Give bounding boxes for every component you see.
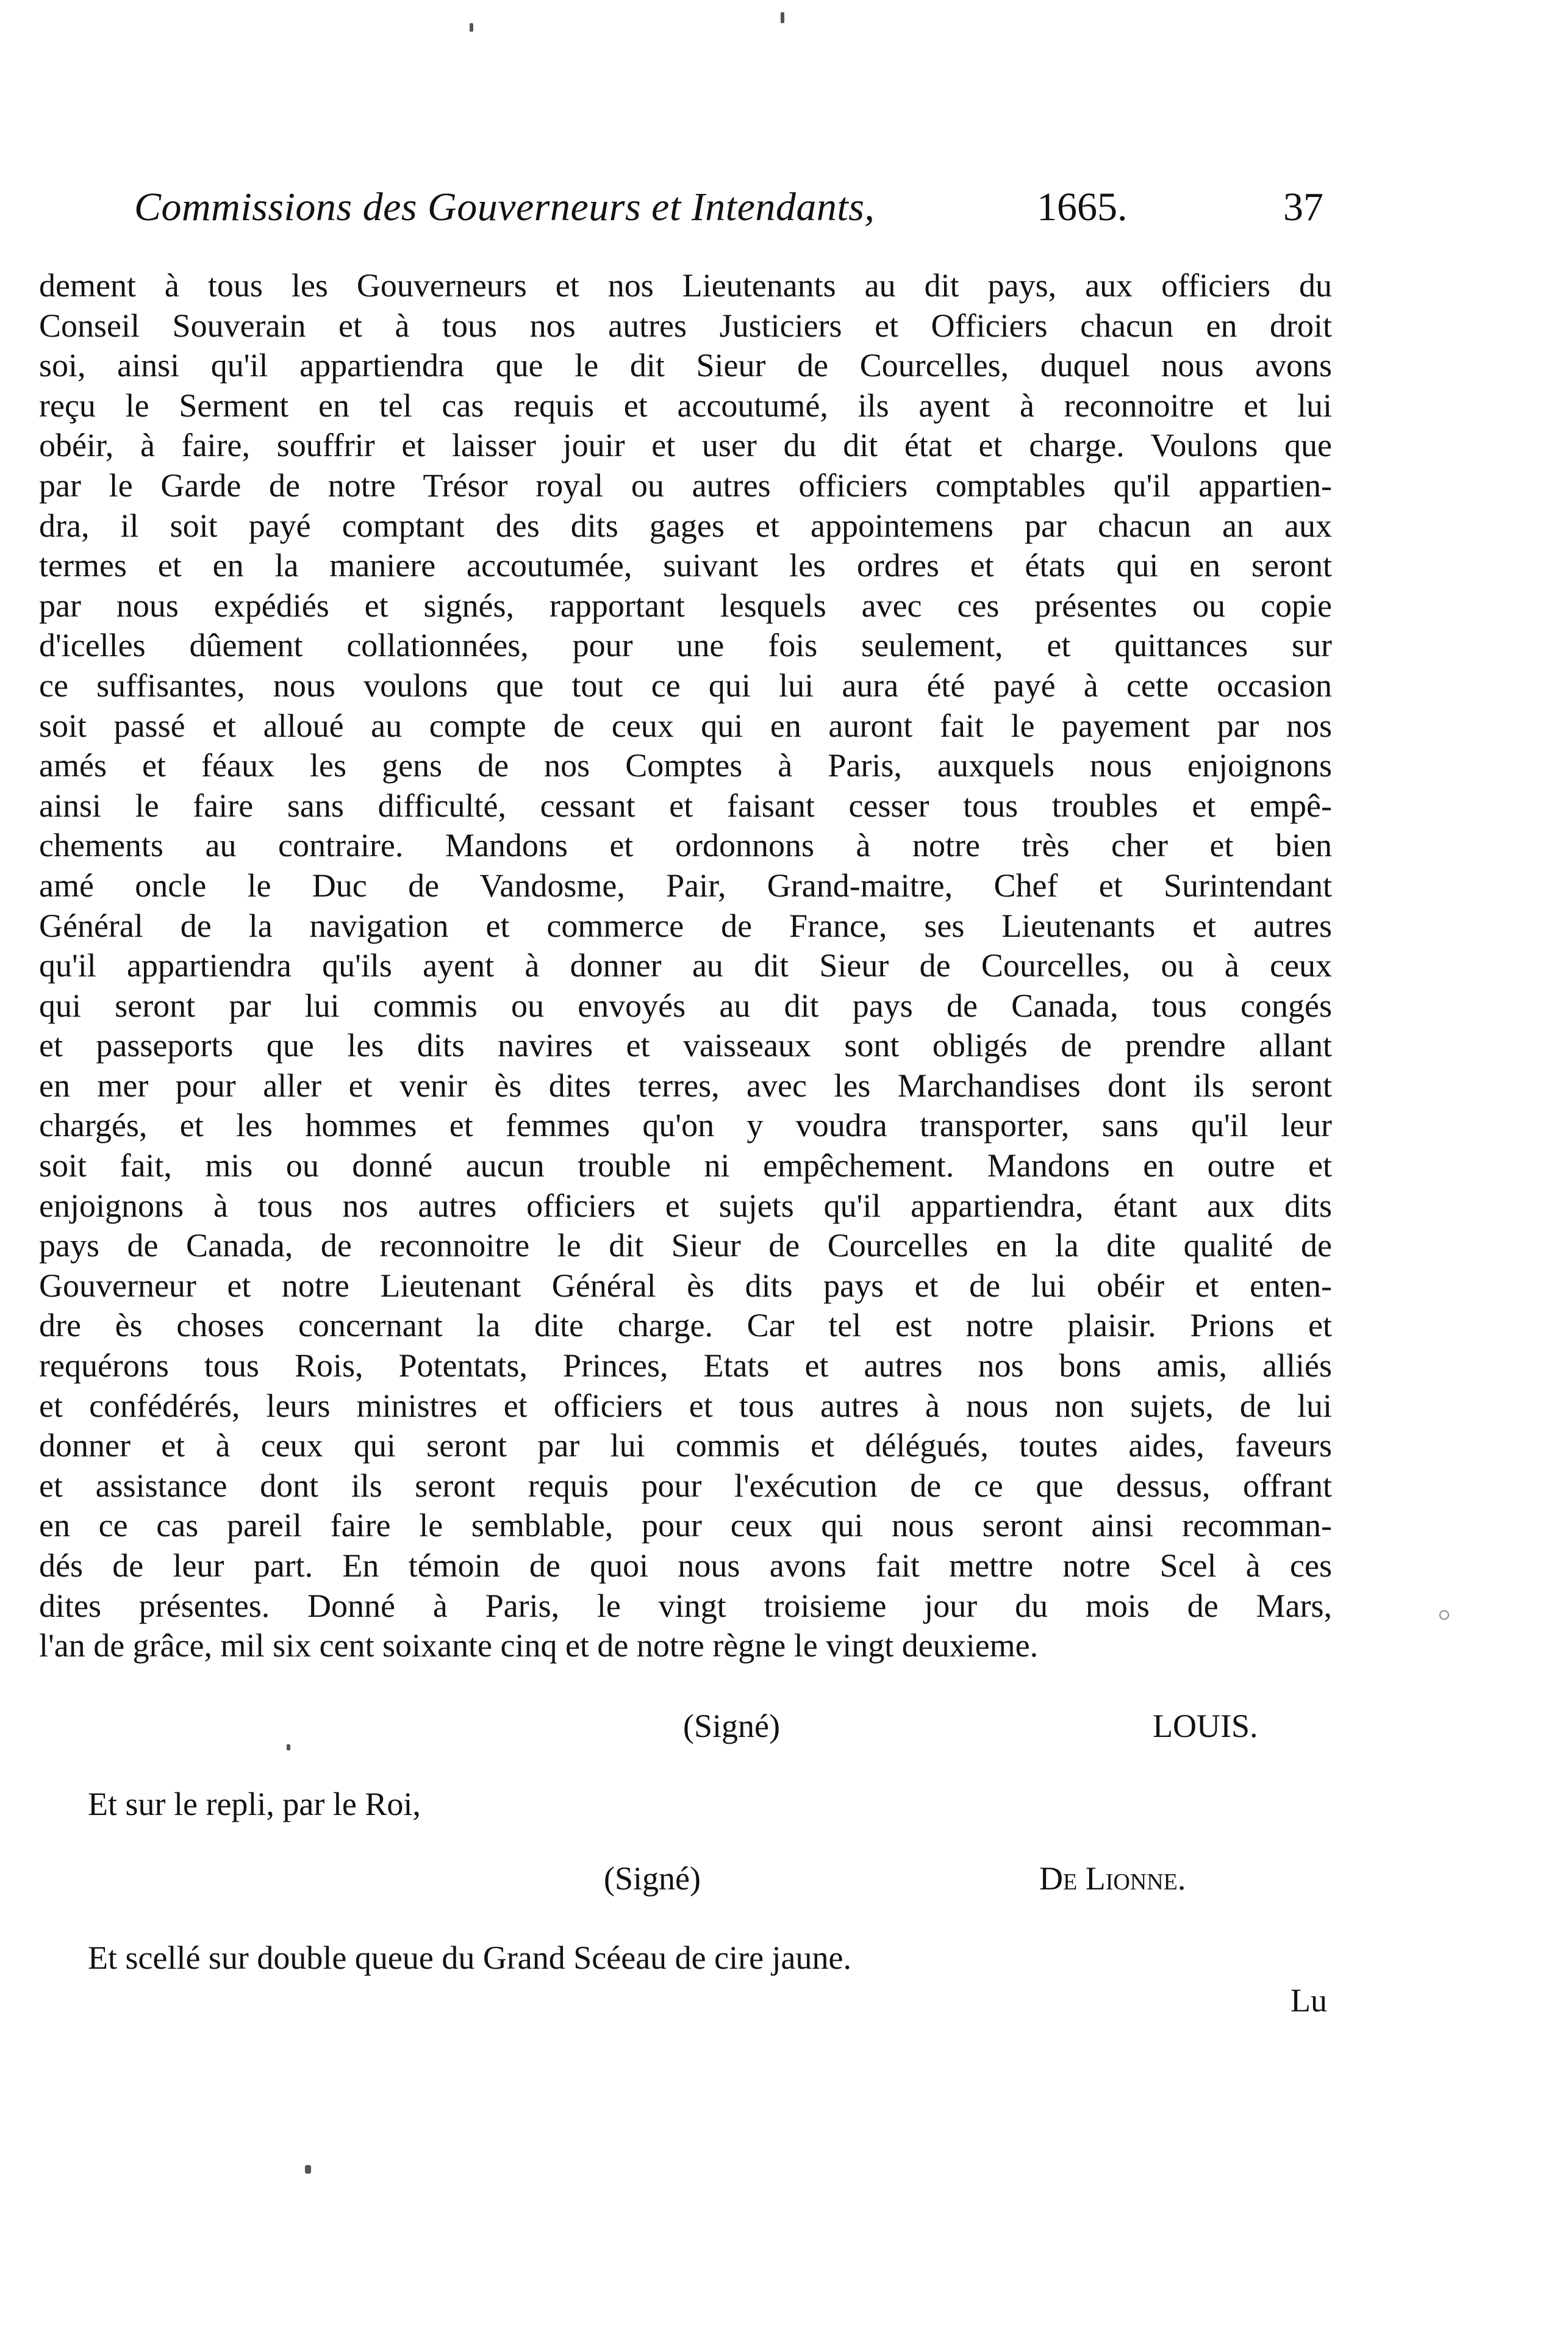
text-line: soit fait, mis ou donné aucun trouble ni empêchement. Mandons en outre et [39,1147,1332,1184]
text-line: et confédérés, leurs ministres et officiers et tous autres à nous non sujets, de lui [39,1387,1332,1424]
ink-speck [1439,1610,1449,1620]
text-line: pays de Canada, de reconnoitre le dit Sieur de Courcelles en la dite qualité de [39,1227,1332,1264]
text-line: en mer pour aller et venir ès dites terres, avec les Marchandises dont ils seront [39,1067,1332,1104]
text-line: chargés, et les hommes et femmes qu'on y voudra transporter, sans qu'il leur [39,1107,1332,1144]
text-line: par le Garde de notre Trésor royal ou autres officiers comptables qu'il appartien- [39,467,1332,504]
catchword: Lu [1291,1982,1327,2019]
text-line: amés et féaux les gens de nos Comptes à Paris, auxquels nous enjoignons [39,747,1332,784]
text-line: dés de leur part. En témoin de quoi nous avons fait mettre notre Scel à ces [39,1547,1332,1584]
text-line: qui seront par lui commis ou envoyés au dit pays de Canada, tous congés [39,987,1332,1024]
text-line: dement à tous les Gouverneurs et nos Lieutenants au dit pays, aux officiers du [39,267,1332,304]
ink-speck [781,12,784,23]
text-line: Conseil Souverain et à tous nos autres Justiciers et Officiers chacun en droit [39,307,1332,344]
text-line: par nous expédiés et signés, rapportant lesquels avec ces présentes ou copie [39,587,1332,624]
text-line: Général de la navigation et commerce de France, ses Lieutenants et autres [39,907,1332,944]
minister-signature: De Lionne. [1039,1860,1186,1897]
text-line: donner et à ceux qui seront par lui commis et délégués, toutes aides, faveurs [39,1427,1332,1464]
king-signature: LOUIS. [1153,1708,1258,1744]
text-line: d'icelles dûement collationnées, pour une fois seulement, et quittances sur [39,627,1332,664]
text-line: chements au contraire. Mandons et ordonnons à notre très cher et bien [39,827,1332,864]
ink-speck [470,23,473,32]
text-line: dre ès choses concernant la dite charge. Car tel est notre plaisir. Prions et [39,1307,1332,1344]
text-line: enjoignons à tous nos autres officiers et sujets qu'il appartiendra, étant aux dits [39,1187,1332,1224]
text-line: et passeports que les dits navires et vaisseaux sont obligés de prendre allant [39,1027,1332,1064]
text-line: en ce cas pareil faire le semblable, pour ceux qui nous seront ainsi recomman- [39,1507,1332,1544]
running-title: Commissions des Gouverneurs et Intendants, [134,185,875,229]
text-line: dra, il soit payé comptant des dits gages et appointemens par chacun an aux [39,507,1332,544]
text-line: l'an de grâce, mil six cent soixante cinq et de notre règne le vingt deuxieme. [39,1627,1039,1664]
signed-label: (Signé) [683,1708,780,1744]
text-line: amé oncle le Duc de Vandosme, Pair, Grand-maitre, Chef et Surintendant [39,867,1332,904]
text-line: obéir, à faire, souffrir et laisser jouir et user du dit état et charge. Voulons que [39,427,1332,464]
text-line: requérons tous Rois, Potentats, Princes, Etats et autres nos bons amis, alliés [39,1347,1332,1384]
seal-line: Et scellé sur double queue du Grand Scéeau de cire jaune. [88,1939,851,1976]
body-text [39,266,1332,1666]
running-header [134,177,1323,238]
text-line: soit passé et alloué au compte de ceux qui en auront fait le payement par nos [39,707,1332,744]
text-line: ainsi le faire sans difficulté, cessant et faisant cesser tous troubles et empê- [39,787,1332,824]
ink-speck [287,1744,290,1750]
repli-line: Et sur le repli, par le Roi, [88,1786,421,1822]
signed-label: (Signé) [604,1860,701,1897]
page-number: 37 [1283,185,1323,229]
text-line: et assistance dont ils seront requis pour l'exécution de ce que dessus, offrant [39,1467,1332,1504]
text-line: ce suffisantes, nous voulons que tout ce qui lui aura été payé à cette occasion [39,667,1332,704]
text-line: termes et en la maniere accoutumée, suivant les ordres et états qui en seront [39,547,1332,584]
text-line: Gouverneur et notre Lieutenant Général ès dits pays et de lui obéir et enten- [39,1267,1332,1304]
text-line: reçu le Serment en tel cas requis et accoutumé, ils ayent à reconnoitre et lui [39,387,1332,424]
text-line: dites présentes. Donné à Paris, le vingt troisieme jour du mois de Mars, [39,1587,1332,1624]
ink-speck [305,2165,311,2174]
text-line: soi, ainsi qu'il appartiendra que le dit Sieur de Courcelles, duquel nous avons [39,347,1332,384]
running-year: 1665. [1037,185,1128,229]
text-line: qu'il appartiendra qu'ils ayent à donner au dit Sieur de Courcelles, ou à ceux [39,947,1332,984]
